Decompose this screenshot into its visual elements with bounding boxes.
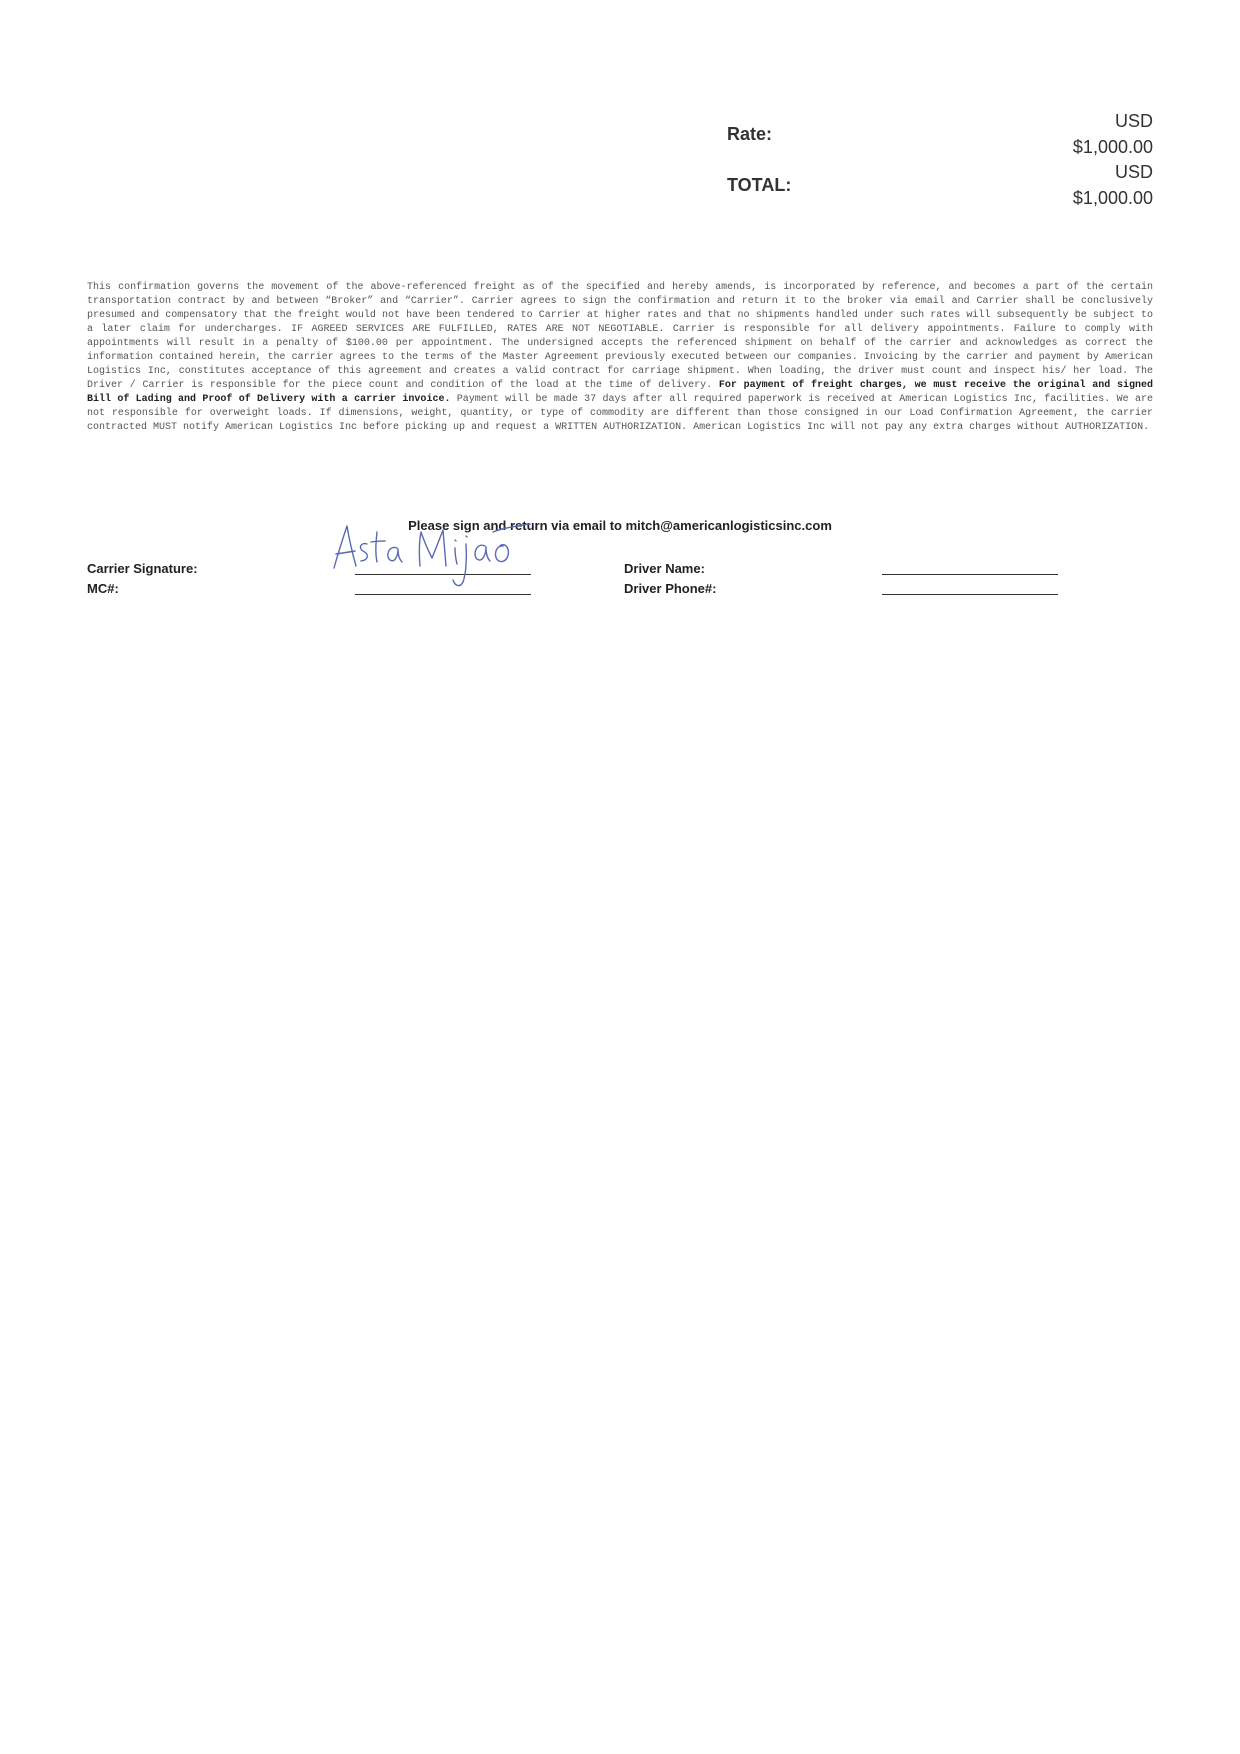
- mc-label: MC#:: [87, 581, 119, 596]
- terms-text-1: This confirmation governs the movement of the above-referenced freight as of the specified and hereby amends, is incorporated by reference, and becomes a part of the certain transportation contract by and between “Broker” and “Carrier”. Carrier agrees to sign the confirmation and return it to the broker via email and Carrier shall be conclusively presumed and compensatory that the freight would not have been tendered to Carrier at higher rates and that no shipments handled under such rates will subsequently be subject to a later claim for undercharges. IF AGREED SERVICES ARE FULFILLED, RATES ARE NOT NEGOTIABLE. Carrier is responsible for all delivery appointments. Failure to comply with appointments will result in a penalty of $100.00 per appointment. The undersigned accepts the referenced shipment on behalf of the carrier and acknowledges as correct the information contained herein, the carrier agrees to the terms of the Master Agreement previously executed between our companies. Invoicing by the carrier and payment by American Logistics Inc, constitutes acceptance of this agreement and creates a valid contract for carriage shipment. When loading, the driver must count and inspect his/ her load. The Driver / Carrier is responsible for the piece count and condition of the load at the time of delivery.: [87, 282, 1153, 391]
- rate-value: $1,000.00: [1072, 137, 1153, 157]
- total-value: $1,000.00: [1072, 188, 1153, 208]
- total-currency: USD: [1114, 162, 1153, 182]
- sign-instruction: Please sign and return via email to mitch@americanlogisticsinc.com: [408, 518, 832, 533]
- rate-currency: USD: [1114, 111, 1153, 131]
- driver-name-line[interactable]: [882, 574, 1058, 575]
- carrier-signature-label: Carrier Signature:: [87, 561, 198, 576]
- terms-text-2: Payment will be made 37 days after all required paperwork is received at American Logistics Inc, facilities. We are not responsible for overweight loads. If dimensions, weight, quantity, or type of commodity are different than those consigned in our Load Confirmation Agreement, the carrier contracted MUST notify American Logistics Inc before picking up and request a WRITTEN AUTHORIZATION. American Logistics Inc will not pay any extra charges without AUTHORIZATION.: [87, 394, 1153, 433]
- terms-paragraph: [87, 281, 1153, 435]
- rate-amount: [953, 108, 1153, 160]
- driver-phone-label: Driver Phone#:: [624, 581, 717, 596]
- total-label: TOTAL:: [727, 175, 792, 195]
- handwritten-signature: [325, 520, 535, 596]
- rate-label: Rate:: [727, 124, 773, 144]
- driver-name-label: Driver Name:: [624, 561, 705, 576]
- terms-bold-payment: For payment of freight charges, we must receive the original and signed Bill of Lading and Proof of Delivery with a carrier invoice.: [87, 380, 1153, 405]
- total-amount: [953, 159, 1153, 211]
- driver-phone-line[interactable]: [882, 594, 1058, 595]
